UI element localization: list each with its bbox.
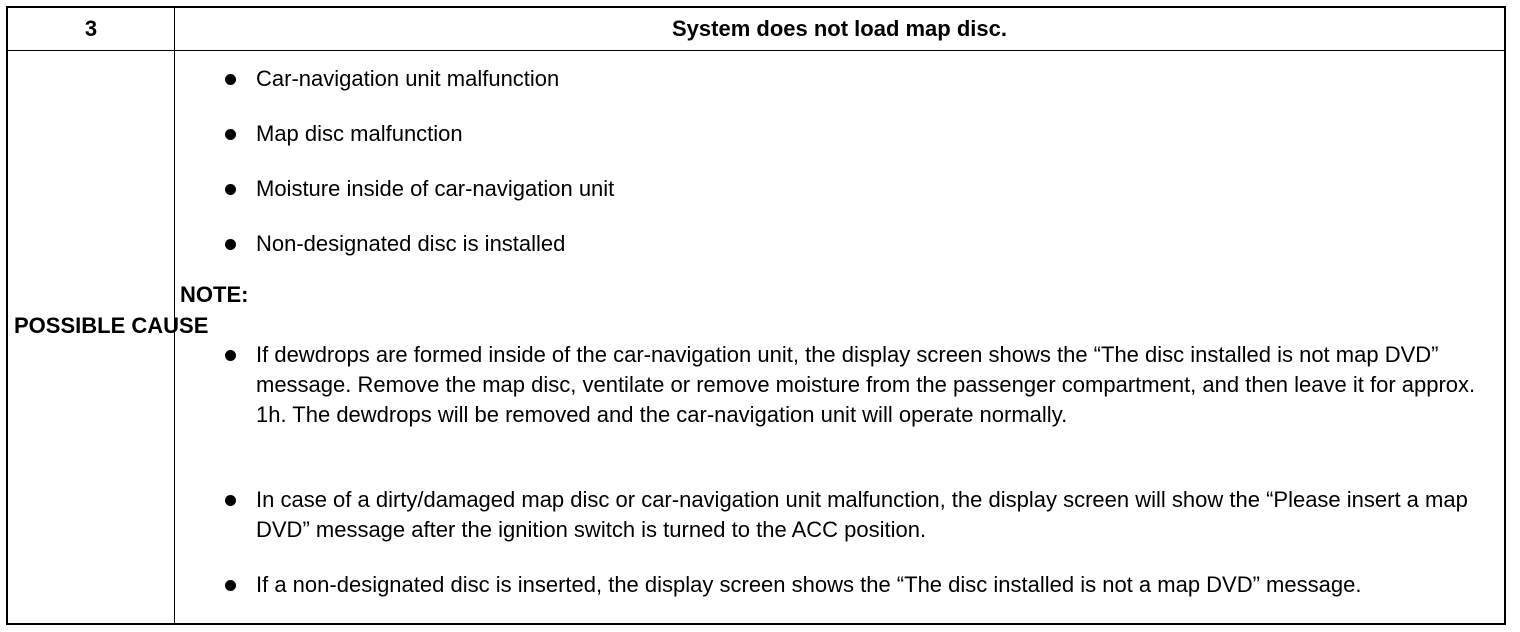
troubleshooting-table	[6, 6, 1506, 625]
note-text: If a non-designated disc is inserted, the display screen shows the “The disc installed is not a map DVD” message.	[256, 572, 1362, 597]
note-heading: NOTE:	[180, 282, 249, 307]
bullet-icon	[225, 580, 236, 591]
bullet-icon	[225, 74, 236, 85]
cause-text: Car-navigation unit malfunction	[256, 66, 560, 91]
possible-cause-label: POSSIBLE CAUSE	[14, 313, 209, 338]
note-text: If dewdrops are formed inside of the car-navigation unit, the display screen shows the “The disc installed is not map DVD” message. Remove the map disc, ventilate or remove moisture from the passenger compartment, and then leave it for approx. 1h. The dewdrops will be removed and the car-navigation unit will operate normally.	[256, 342, 1476, 427]
bullet-icon	[225, 495, 236, 506]
bullet-icon	[225, 350, 236, 361]
symptom-title: System does not load map disc.	[672, 16, 1007, 41]
step-number: 3	[8, 8, 175, 50]
bullet-icon	[225, 129, 236, 140]
bullet-icon	[225, 184, 236, 195]
table-header-row	[8, 8, 1504, 51]
cause-text: Moisture inside of car-navigation unit	[256, 176, 615, 201]
note-text: In case of a dirty/damaged map disc or car-navigation unit malfunction, the display screen will show the “Please insert a map DVD” message after the ignition switch is turned to the ACC position.	[256, 487, 1468, 542]
cause-text: Map disc malfunction	[256, 121, 463, 146]
bullet-icon	[225, 239, 236, 250]
cause-text: Non-designated disc is installed	[256, 231, 566, 256]
